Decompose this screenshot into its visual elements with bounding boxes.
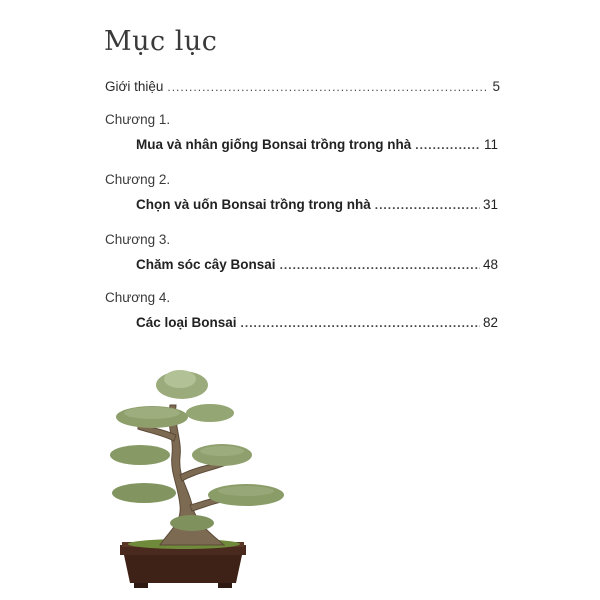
toc-entry-title: Các loại Bonsai [136,315,237,330]
leader-dots [415,138,481,152]
toc-page-number: 31 [482,197,498,212]
toc-entry-chapter-4 [136,315,498,330]
toc-page-number: 5 [492,79,500,94]
toc-entry-title: Chăm sóc cây Bonsai [136,257,276,272]
toc-entry-chapter-1 [136,137,498,152]
toc-entry-title: Mua và nhân giống Bonsai trồng trong nhà [136,137,412,152]
chapter-label: Chương 1. [105,112,171,127]
leader-dots [375,198,480,212]
leader-dots [167,80,489,94]
toc-entry-chapter-2 [136,197,498,212]
toc-page-number: 82 [482,315,498,330]
toc-entry-intro [105,79,500,94]
toc-page-number: 11 [483,137,498,152]
chapter-label: Chương 2. [105,172,171,187]
toc-entry-title: Giới thiệu [105,79,164,94]
bonsai-tree-illustration [100,355,300,595]
chapter-label: Chương 4. [105,290,171,305]
toc-page-number: 48 [482,257,498,272]
chapter-label: Chương 3. [105,232,171,247]
toc-entry-chapter-3 [136,257,498,272]
page-title: Mục lục [104,26,218,57]
leader-dots [241,316,480,330]
leader-dots [280,258,480,272]
toc-entry-title: Chọn và uốn Bonsai trồng trong nhà [136,197,371,212]
